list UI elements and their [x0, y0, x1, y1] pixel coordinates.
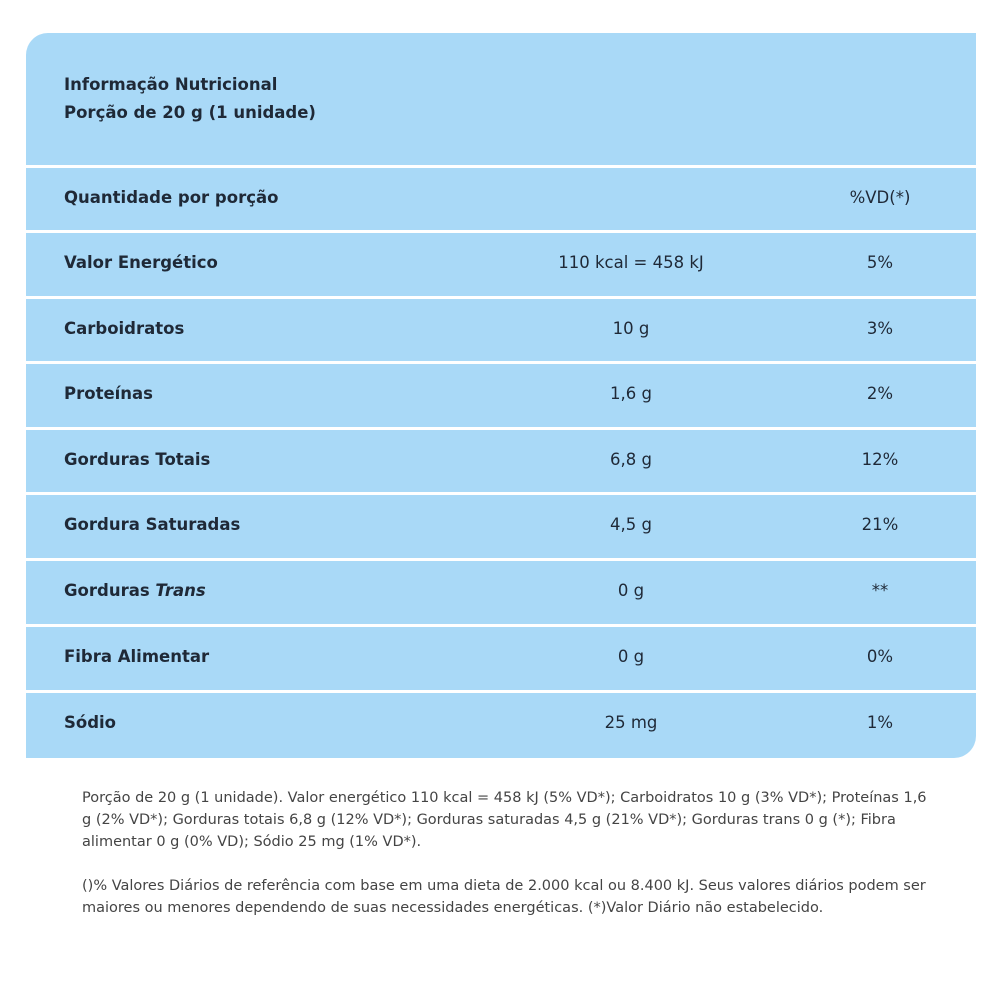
nutrient-amount: 25 mg	[604, 713, 658, 732]
nutrient-name	[64, 561, 206, 621]
table-title: Informação Nutricional	[64, 75, 278, 94]
table-row	[26, 230, 976, 293]
nutrient-name: Gordura Saturadas	[64, 515, 241, 534]
nutrient-vd: 12%	[861, 450, 899, 469]
nutrient-name: Gorduras Totais	[64, 450, 211, 469]
nutrient-name: Fibra Alimentar	[64, 647, 210, 666]
table-row	[26, 492, 976, 555]
nutrient-vd: 5%	[866, 253, 894, 272]
nutrient-name: Carboidratos	[64, 319, 185, 338]
table-row	[26, 296, 976, 359]
nutrition-table	[26, 33, 976, 758]
nutrient-name: Valor Energético	[64, 253, 218, 272]
nutrient-amount: 0 g	[617, 647, 645, 666]
nutrient-vd: 0%	[866, 647, 894, 666]
nutrient-amount: 110 kcal = 458 kJ	[558, 253, 704, 272]
table-row	[26, 427, 976, 490]
table-row	[26, 558, 976, 621]
nutrient-amount: 0 g	[617, 581, 645, 600]
nutrient-vd: 3%	[866, 319, 894, 338]
table-header	[26, 33, 976, 165]
nutrient-name: Proteínas	[64, 384, 154, 403]
vd-column-label: %VD(*)	[849, 188, 911, 207]
nutrition-summary: Porção de 20 g (1 unidade). Valor energético 110 kcal = 458 kJ (5% VD*); Carboidratos 10 g (3% VD*); Proteínas 1,6 g (2% VD*); Gorduras totais 6,8 g (12% VD*); Gorduras saturadas 4,5 g (21% VD*); Gorduras trans 0 g (*); Fibra alimentar 0 g (0% VD); Sódio 25 mg (1% VD*).	[82, 790, 927, 850]
nutrient-amount: 1,6 g	[610, 384, 652, 403]
nutrition-notes	[82, 787, 932, 919]
column-header-row	[26, 165, 976, 228]
nutrient-vd: 2%	[866, 384, 894, 403]
daily-value-disclaimer: ()% Valores Diários de referência com base em uma dieta de 2.000 kcal ou 8.400 kJ. Seus valores diários podem ser maiores ou menores dependendo de suas necessidades energéticas. (*)Valor Diário não estabelecido.	[82, 878, 926, 916]
nutrient-name: Sódio	[64, 713, 117, 732]
nutrient-vd: **	[871, 581, 889, 600]
nutrient-vd: 21%	[861, 515, 899, 534]
portion-size: Porção de 20 g (1 unidade)	[64, 103, 316, 122]
nutrient-name-text: Gorduras	[64, 581, 156, 600]
table-row	[26, 624, 976, 687]
nutrient-name-italic: Trans	[155, 581, 206, 600]
nutrient-amount: 4,5 g	[610, 515, 652, 534]
nutrient-amount: 6,8 g	[610, 450, 652, 469]
table-row	[26, 361, 976, 424]
table-row	[26, 690, 976, 753]
nutrient-amount: 10 g	[612, 319, 650, 338]
nutrient-vd: 1%	[866, 713, 894, 732]
quantity-per-portion-label: Quantidade por porção	[64, 188, 279, 207]
